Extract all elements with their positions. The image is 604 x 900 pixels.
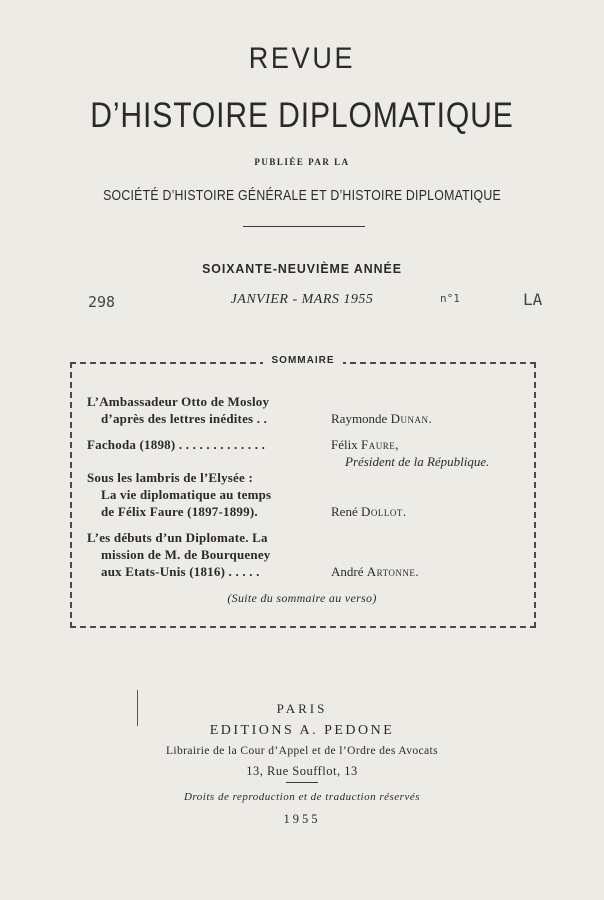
journal-title: D’HISTOIRE DIPLOMATIQUE — [90, 96, 514, 135]
publisher-address: 13, Rue Soufflot, 13 — [246, 764, 358, 778]
contents-continued-note: (Suite du sommaire au verso) — [227, 591, 377, 605]
author-role: Président de la République. — [345, 454, 490, 469]
contents-heading: SOMMAIRE — [263, 355, 343, 366]
author-first-name: André — [331, 564, 364, 579]
handwritten-note-right: LA — [523, 290, 543, 309]
society-name: SOCIÉTÉ D’HISTOIRE GÉNÉRALE ET D’HISTOIRE DIPLOMATIQUE — [103, 187, 501, 204]
title-line: L’Ambassadeur Otto de Mosloy — [87, 394, 270, 409]
publisher-librairie: Librairie de la Cour d’Appel et de l’Ordre des Avocats — [165, 745, 439, 757]
handwritten-note-middle: n°1 — [440, 292, 460, 305]
volume-year: SOIXANTE-NEUVIÈME ANNÉE — [202, 261, 402, 276]
author-first-name: Félix — [331, 437, 358, 452]
handwritten-note-left: 298 — [88, 293, 116, 311]
toc-item-2-author — [331, 436, 541, 470]
toc-item-2-title — [87, 436, 327, 453]
title-line: Sous les lambris de l’Elysée : — [87, 470, 253, 485]
title-line: mission de M. de Bourqueney — [101, 547, 271, 562]
title-line: Fachoda (1898) . . . . . . . . . . . . . — [87, 437, 266, 452]
title-line: de Félix Faure (1897-1899). — [101, 504, 258, 519]
divider-rule-small — [286, 782, 318, 783]
journal-name-revue: REVUE — [248, 42, 356, 75]
title-line: La vie diplomatique au temps — [101, 487, 272, 502]
author-last-name: Dollot. — [360, 504, 407, 519]
title-line: L’es débuts d’un Diplomate. La — [87, 530, 268, 545]
divider-rule — [243, 226, 365, 227]
toc-item-3-title — [87, 469, 327, 520]
toc-item-4-title — [87, 529, 327, 580]
author-last-name: Faure, — [360, 437, 399, 452]
toc-item-4-author — [331, 563, 541, 580]
author-first-name: René — [331, 504, 358, 519]
author-last-name: Dunan. — [390, 411, 433, 426]
author-last-name: Artonne. — [366, 564, 420, 579]
publisher-city: PARIS — [276, 701, 328, 716]
publication-year: 1955 — [283, 812, 321, 826]
toc-item-1-author — [331, 410, 541, 427]
publisher-name: EDITIONS A. PEDONE — [209, 723, 395, 738]
title-line: d’après des lettres inédites . . — [101, 411, 268, 426]
published-by-line: PUBLIÉE PAR LA — [254, 157, 350, 167]
rights-notice: Droits de reproduction et de traduction réservés — [183, 791, 421, 803]
toc-item-3-author — [331, 503, 541, 520]
issue-date: JANVIER - MARS 1955 — [230, 292, 374, 307]
author-first-name: Raymonde — [331, 411, 388, 426]
title-line: aux Etats-Unis (1816) . . . . . — [101, 564, 260, 579]
toc-item-1-title — [87, 393, 327, 427]
